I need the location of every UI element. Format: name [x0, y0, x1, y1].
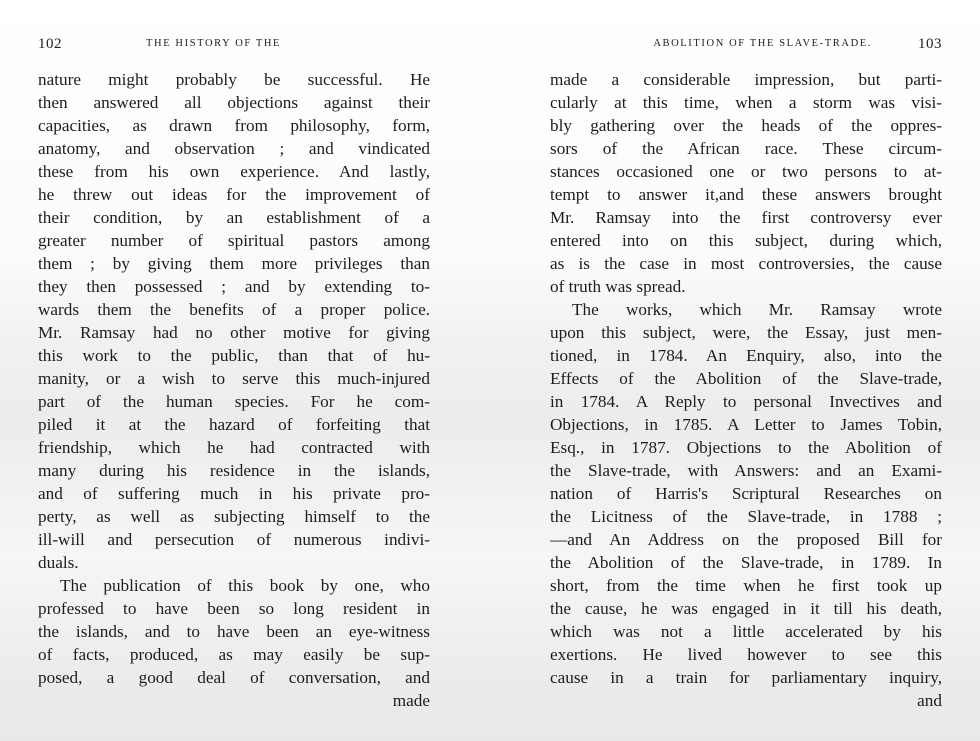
text-line: then answered all objections against their [38, 93, 430, 112]
text-line: duals. [38, 553, 79, 572]
text-line: as is the case in most controversies, the cause [550, 254, 942, 273]
text-line: capacities, as drawn from philosophy, form, [38, 116, 430, 135]
left-running-head [38, 36, 430, 56]
left-running-title: THE HISTORY OF THE [146, 38, 282, 49]
text-line: piled it at the hazard of forfeiting that [38, 415, 430, 434]
text-line: bly gathering over the heads of the oppres- [550, 116, 942, 135]
text-line: the Slave-trade, with Answers: and an Exami- [550, 461, 942, 480]
text-line: Mr. Ramsay into the first controversy ever [550, 208, 942, 227]
text-line: many during his residence in the islands, [38, 461, 430, 480]
text-line: cause in a train for parliamentary inquiry, [550, 668, 942, 687]
right-body-text [550, 68, 942, 712]
left-page [38, 0, 430, 741]
text-line: and [917, 691, 942, 710]
text-line: made [392, 691, 430, 710]
text-line: nation of Harris's Scriptural Researches on [550, 484, 942, 503]
left-body-text [38, 68, 430, 712]
text-line: Esq., in 1787. Objections to the Abolition of [550, 438, 942, 457]
text-line: he threw out ideas for the improvement of [38, 185, 430, 204]
text-line: in 1784. A Reply to personal Invectives and [550, 392, 942, 411]
text-line: they then possessed ; and by extending to- [38, 277, 430, 296]
text-line: exertions. He lived however to see this [550, 645, 942, 664]
text-line: sors of the African race. These circum- [550, 139, 942, 158]
text-line: manity, or a wish to serve this much-injured [38, 369, 430, 388]
text-line: part of the human species. For he com- [38, 392, 430, 411]
right-running-head [550, 36, 942, 56]
text-line: the Abolition of the Slave-trade, in 1789. In [550, 553, 942, 572]
text-line: anatomy, and observation ; and vindicated [38, 139, 430, 158]
text-line: cularly at this time, when a storm was visi- [550, 93, 942, 112]
text-line: these from his own experience. And lastly, [38, 162, 430, 181]
right-page-number: 103 [918, 36, 942, 52]
text-line: perty, as well as subjecting himself to the [38, 507, 430, 526]
text-line: Mr. Ramsay had no other motive for giving [38, 323, 430, 342]
text-line: —and An Address on the proposed Bill for [550, 530, 942, 549]
left-page-number: 102 [38, 36, 62, 52]
text-line: The works, which Mr. Ramsay wrote [572, 300, 942, 319]
text-line: tioned, in 1784. An Enquiry, also, into the [550, 346, 942, 365]
text-line: Effects of the Abolition of the Slave-trade, [550, 369, 942, 388]
text-line: which was not a little accelerated by his [550, 622, 942, 641]
text-line: the islands, and to have been an eye-witness [38, 622, 430, 641]
text-line: the cause, he was engaged in it till his death, [550, 599, 942, 618]
text-line: tempt to answer it,and these answers brought [550, 185, 942, 204]
text-line: the Licitness of the Slave-trade, in 1788 ; [550, 507, 942, 526]
text-line: of truth was spread. [550, 277, 686, 296]
text-line: of facts, produced, as may easily be sup- [38, 645, 430, 664]
text-line: short, from the time when he first took up [550, 576, 942, 595]
text-line: stances occasioned one or two persons to at- [550, 162, 942, 181]
text-line: their condition, by an establishment of a [38, 208, 430, 227]
text-line: them ; by giving them more privileges than [38, 254, 430, 273]
text-line: upon this subject, were, the Essay, just men- [550, 323, 942, 342]
text-line: nature might probably be successful. He [38, 70, 430, 89]
text-line: friendship, which he had contracted with [38, 438, 430, 457]
right-page [550, 0, 942, 741]
text-line: wards them the benefits of a proper police. [38, 300, 430, 319]
text-line: and of suffering much in his private pro- [38, 484, 430, 503]
text-line: made a considerable impression, but parti- [550, 70, 942, 89]
text-line: professed to have been so long resident in [38, 599, 430, 618]
text-line: this work to the public, than that of hu- [38, 346, 430, 365]
text-line: Objections, in 1785. A Letter to James Tobin, [550, 415, 942, 434]
right-running-title: ABOLITION OF THE SLAVE-TRADE. [653, 38, 872, 49]
text-line: ill-will and persecution of numerous indivi- [38, 530, 430, 549]
text-line: entered into on this subject, during which, [550, 231, 942, 250]
text-line: posed, a good deal of conversation, and [38, 668, 430, 687]
text-line: The publication of this book by one, who [60, 576, 430, 595]
text-line: greater number of spiritual pastors among [38, 231, 430, 250]
